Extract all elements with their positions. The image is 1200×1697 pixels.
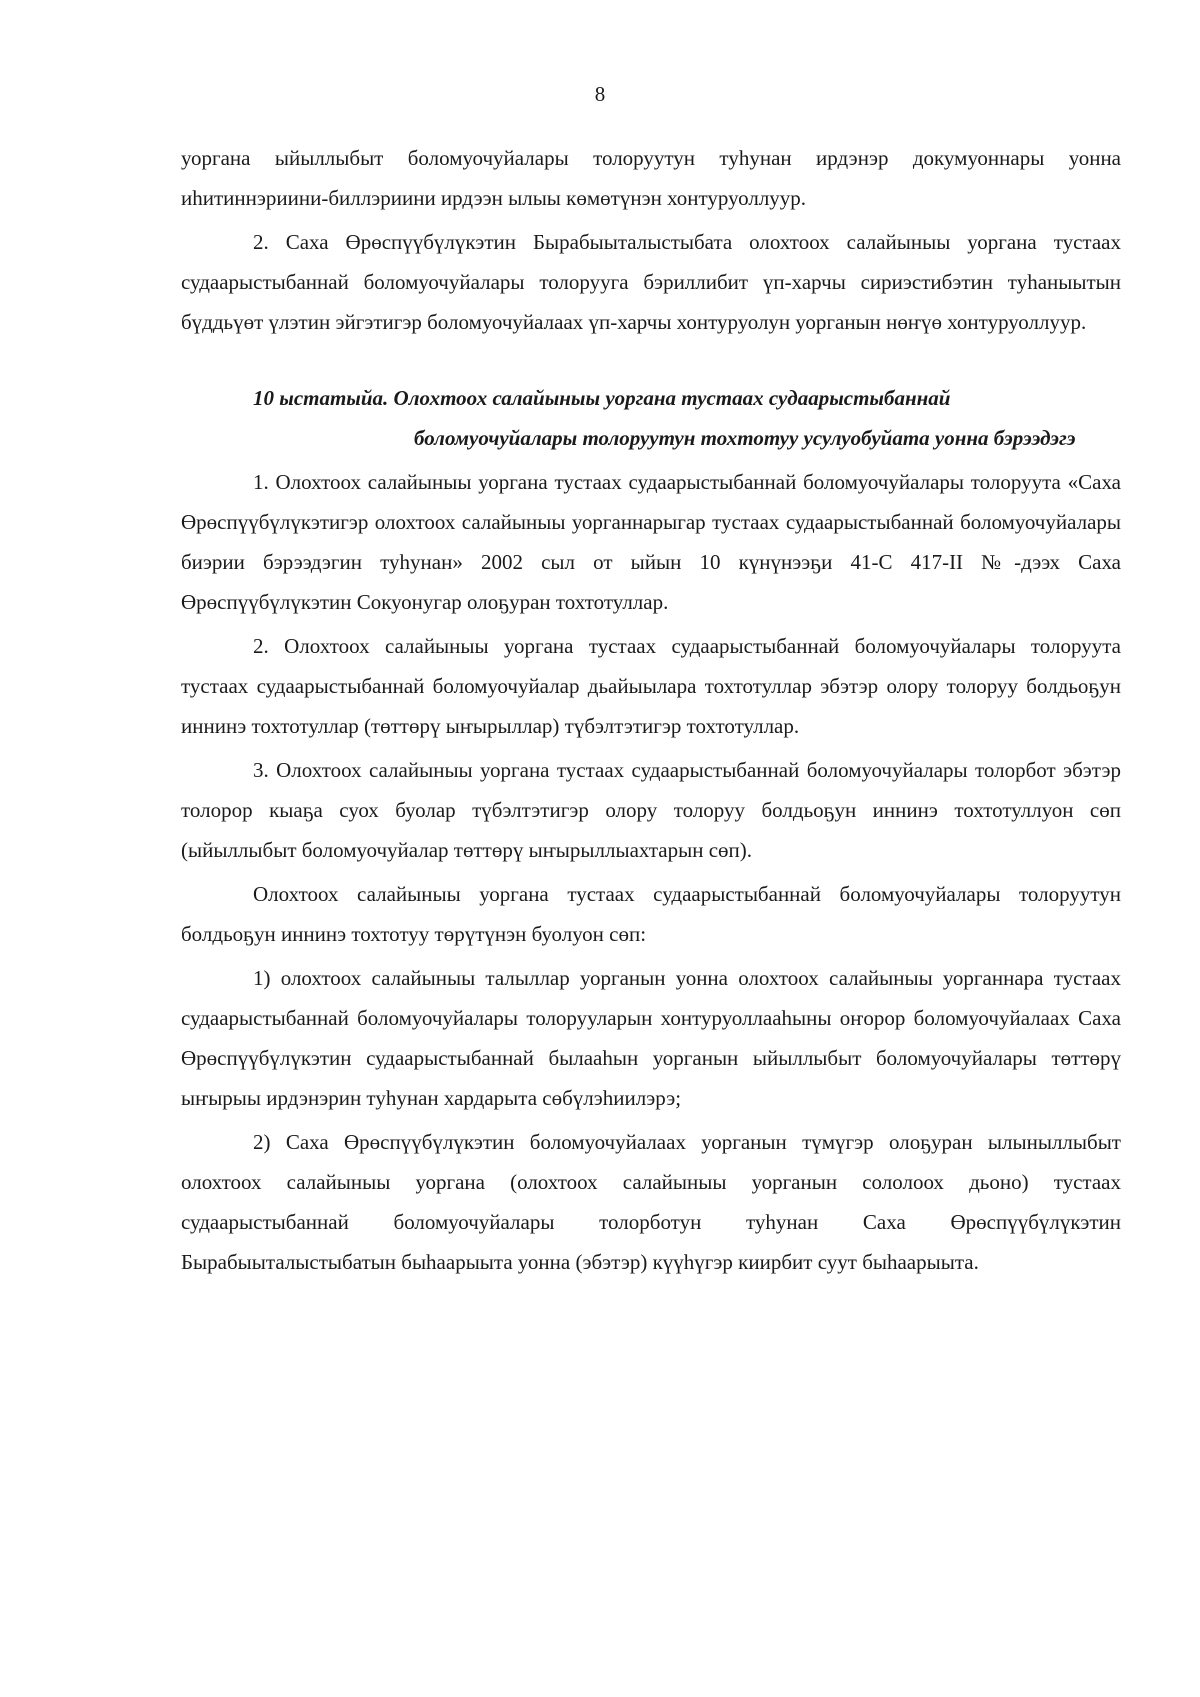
paragraph-article-item-1: 1. Олохтоох салайыныы уоргана тустаах судаарыстыбаннай боломуочуйалары толоруута «Саха Өрөспүүбүлүкэтигэр олохтоох салайыныы уорганнарыгар тустаах судаарыстыбаннай боломуочуйалары биэрии бэрээдэгин туһунан» 2002 сыл от ыйын 10 күнүнээҕи 41-С 417-II №-дээх Саха Өрөспүүбүлүкэтин Сокуонугар олоҕуран тохтотуллар. <box>181 470 1121 614</box>
article-heading <box>181 378 1121 458</box>
paragraph-continuation: уоргана ыйыллыбыт боломуочуйалары толоруутун туһунан ирдэнэр докумуоннары уонна иһитиннэриини-биллэриини ирдээн ылыы көмөтүнэн хонтуруоллуур. <box>181 146 1121 210</box>
page-number: 8 <box>594 82 606 106</box>
paragraph-grounds-intro: Олохтоох салайыныы уоргана тустаах судаарыстыбаннай боломуочуйалары толоруутун болдьоҕун иннинэ тохтотуу төрүтүнэн буолуон сөп: <box>181 882 1121 946</box>
paragraph-article-item-2: 2. Олохтоох салайыныы уоргана тустаах судаарыстыбаннай боломуочуйалары толоруута тустаах судаарыстыбаннай боломуочуйалар дьайыылара тохтотуллар эбэтэр олору толоруу болдьоҕун иннинэ тохтотуллар (төттөрү ыҥырыллар) түбэлтэтигэр тохтотуллар. <box>181 634 1121 738</box>
paragraph-article-item-3: 3. Олохтоох салайыныы уоргана тустаах судаарыстыбаннай боломуочуйалары толорбот эбэтэр толорор кыаҕа суох буолар түбэлтэтигэр олору толоруу болдьоҕун иннинэ тохтотуллуон сөп (ыйыллыбыт боломуочуйалар төттөрү ыҥырыллыахтарын сөп). <box>181 758 1121 862</box>
document-body <box>181 138 1121 1282</box>
article-heading-line-2: боломуочуйалары толоруутун тохтотуу усулуобуйата уонна бэрээдэгэ <box>414 426 1076 450</box>
paragraph-item-2: 2. Саха Өрөспүүбүлүкэтин Бырабыыталыстыбата олохтоох салайыныы уоргана тустаах судаарыстыбаннай боломуочуйалары толорууга бэриллибит үп-харчы сириэстибэтин туһаныытын бүддьүөт үлэтин эйгэтигэр боломуочуйалаах үп-харчы хонтуруолун уорганын нөҥүө хонтуруоллуур. <box>181 230 1121 334</box>
paragraph-ground-2: 2) Саха Өрөспүүбүлүкэтин боломуочуйалаах уорганын түмүгэр олоҕуран ылыныллыбыт олохтоох салайыныы уоргана (олохтоох салайыныы уорганын сололоох дьоно) тустаах судаарыстыбаннай боломуочуйалары толорботун туһунан Саха Өрөспүүбүлүкэтин Бырабыыталыстыбатын быһаарыыта уонна (эбэтэр) күүһүгэр киирбит суут быһаарыыта. <box>181 1130 1121 1274</box>
article-heading-line-1: 10 ыстатыйа. Олохтоох салайыныы уоргана тустаах судаарыстыбаннай <box>253 386 951 410</box>
paragraph-ground-1: 1) олохтоох салайыныы талыллар уорганын уонна олохтоох салайыныы уорганнара тустаах судаарыстыбаннай боломуочуйалары толорууларын хонтуруоллааһыны оҥорор боломуочуйалаах Саха Өрөспүүбүлүкэтин судаарыстыбаннай былааһын уорганын ыйыллыбыт боломуочуйалары төттөрү ыҥырыы ирдэнэрин туһунан хардарыта сөбүлэһиилэрэ; <box>181 966 1121 1110</box>
